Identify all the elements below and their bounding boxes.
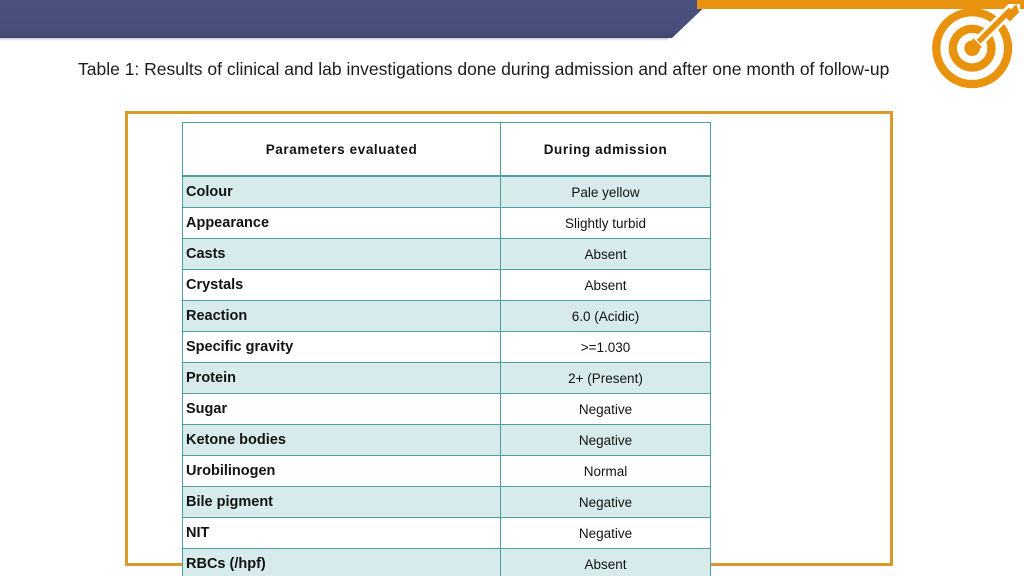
value-cell: 2+ (Present) [501, 363, 711, 394]
results-table-body [183, 176, 711, 576]
parameter-cell: Appearance [183, 208, 501, 239]
value-cell: Negative [501, 394, 711, 425]
parameter-cell: Specific gravity [183, 332, 501, 363]
table-row [183, 301, 711, 332]
value-cell: Normal [501, 456, 711, 487]
parameter-cell: Protein [183, 363, 501, 394]
content-frame [125, 111, 893, 572]
table-row [183, 425, 711, 456]
table-row [183, 518, 711, 549]
target-arrow-icon [928, 4, 1020, 96]
value-cell: Absent [501, 549, 711, 576]
table-row [183, 239, 711, 270]
table-row [183, 208, 711, 239]
results-table [182, 122, 711, 576]
table-row [183, 176, 711, 208]
parameter-cell: Bile pigment [183, 487, 501, 518]
column-header-during-admission: During admission [501, 123, 711, 177]
parameter-cell: Casts [183, 239, 501, 270]
parameter-cell: Sugar [183, 394, 501, 425]
table-row [183, 487, 711, 518]
parameter-cell: Ketone bodies [183, 425, 501, 456]
parameter-cell: Urobilinogen [183, 456, 501, 487]
parameter-cell: NIT [183, 518, 501, 549]
value-cell: >=1.030 [501, 332, 711, 363]
parameter-cell: RBCs (/hpf) [183, 549, 501, 576]
table-row [183, 456, 711, 487]
value-cell: Slightly turbid [501, 208, 711, 239]
table-row [183, 363, 711, 394]
table-row [183, 332, 711, 363]
table-row [183, 549, 711, 576]
value-cell: Negative [501, 487, 711, 518]
table-row [183, 270, 711, 301]
table-row [183, 394, 711, 425]
parameter-cell: Reaction [183, 301, 501, 332]
value-cell: Negative [501, 518, 711, 549]
value-cell: Negative [501, 425, 711, 456]
top-banner [0, 0, 712, 38]
value-cell: Absent [501, 270, 711, 301]
banner-shadow [0, 38, 668, 41]
value-cell: 6.0 (Acidic) [501, 301, 711, 332]
parameter-cell: Crystals [183, 270, 501, 301]
slide-title: Table 1: Results of clinical and lab investigations done during admission and after one month of follow-up [78, 59, 890, 79]
table-header-row [183, 123, 711, 177]
value-cell: Pale yellow [501, 176, 711, 208]
parameter-cell: Colour [183, 176, 501, 208]
column-header-parameters: Parameters evaluated [183, 123, 501, 177]
value-cell: Absent [501, 239, 711, 270]
